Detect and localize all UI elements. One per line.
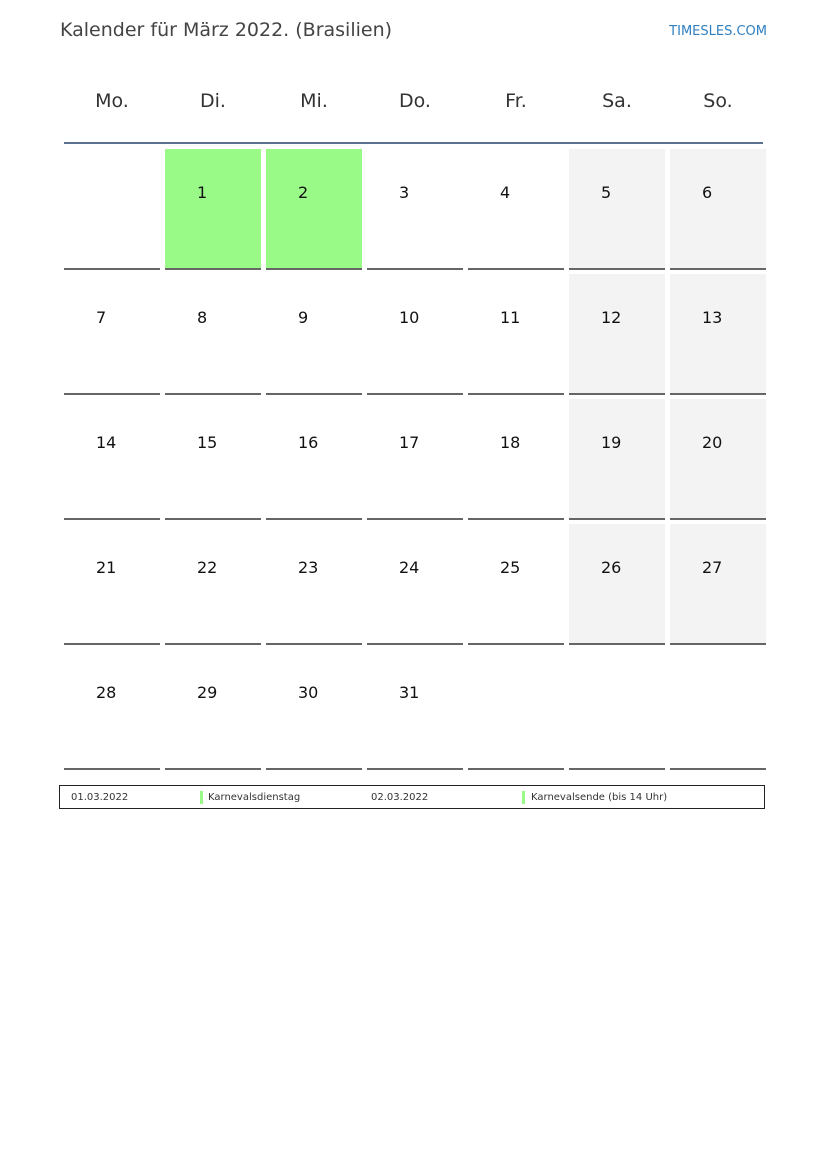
weekday-mo: Mo.	[95, 90, 129, 112]
day-number: 2	[298, 183, 309, 202]
day-cell	[569, 649, 665, 770]
day-cell	[367, 649, 463, 770]
day-cell-holiday	[266, 149, 362, 270]
day-cell	[266, 524, 362, 645]
day-number: 17	[399, 433, 420, 452]
day-number: 23	[298, 558, 319, 577]
day-cell	[266, 649, 362, 770]
day-number: 28	[96, 683, 117, 702]
day-number: 18	[500, 433, 521, 452]
day-cell-weekend	[670, 399, 766, 520]
day-number: 8	[197, 308, 208, 327]
day-cell-holiday	[165, 149, 261, 270]
weekday-fr: Fr.	[505, 90, 527, 112]
legend-holiday-name: Karnevalsende (bis 14 Uhr)	[531, 792, 668, 803]
day-cell-weekend	[670, 274, 766, 395]
day-cell	[468, 149, 564, 270]
day-cell	[468, 649, 564, 770]
day-cell	[165, 399, 261, 520]
day-number: 6	[702, 183, 713, 202]
day-cell	[367, 149, 463, 270]
day-number: 16	[298, 433, 319, 452]
day-number: 4	[500, 183, 511, 202]
day-cell	[266, 274, 362, 395]
day-number: 9	[298, 308, 309, 327]
day-cell	[367, 524, 463, 645]
day-number: 21	[96, 558, 117, 577]
weekday-so: So.	[703, 90, 733, 112]
day-cell	[165, 524, 261, 645]
day-number: 12	[601, 308, 622, 327]
day-number: 7	[96, 308, 107, 327]
weekday-di: Di.	[200, 90, 226, 112]
day-cell-weekend	[569, 149, 665, 270]
day-number: 31	[399, 683, 420, 702]
day-number: 24	[399, 558, 420, 577]
brand-link[interactable]: TIMESLES.COM	[669, 24, 767, 39]
holiday-color-marker	[522, 791, 525, 804]
page-title: Kalender für März 2022. (Brasilien)	[60, 19, 393, 41]
holiday-legend	[59, 785, 765, 809]
day-cell	[367, 399, 463, 520]
day-number: 1	[197, 183, 208, 202]
calendar-grid	[64, 149, 763, 770]
day-cell	[165, 274, 261, 395]
day-number: 20	[702, 433, 723, 452]
day-cell-weekend	[569, 274, 665, 395]
day-number: 3	[399, 183, 410, 202]
day-cell	[670, 649, 766, 770]
day-number: 10	[399, 308, 420, 327]
day-cell	[64, 399, 160, 520]
day-cell	[165, 649, 261, 770]
day-number: 25	[500, 558, 521, 577]
weekday-header	[64, 90, 764, 120]
day-cell-weekend	[569, 524, 665, 645]
day-cell	[468, 399, 564, 520]
day-cell-weekend	[670, 149, 766, 270]
weekday-mi: Mi.	[300, 90, 328, 112]
weekday-sa: Sa.	[602, 90, 632, 112]
legend-holiday-name: Karnevalsdienstag	[208, 792, 301, 803]
day-cell	[266, 399, 362, 520]
day-number: 15	[197, 433, 218, 452]
day-cell	[367, 274, 463, 395]
day-cell-weekend	[670, 524, 766, 645]
day-number: 27	[702, 558, 723, 577]
legend-date: 02.03.2022	[371, 792, 429, 803]
header-divider	[64, 142, 763, 144]
weekday-do: Do.	[399, 90, 431, 112]
day-cell	[64, 149, 160, 270]
day-cell	[468, 274, 564, 395]
day-number: 5	[601, 183, 612, 202]
day-number: 26	[601, 558, 622, 577]
day-cell	[64, 524, 160, 645]
holiday-color-marker	[200, 791, 203, 804]
legend-date: 01.03.2022	[71, 792, 129, 803]
day-number: 29	[197, 683, 218, 702]
day-number: 22	[197, 558, 218, 577]
day-number: 11	[500, 308, 521, 327]
day-number: 19	[601, 433, 622, 452]
day-cell	[64, 274, 160, 395]
day-cell	[468, 524, 564, 645]
day-number: 14	[96, 433, 117, 452]
day-cell-weekend	[569, 399, 665, 520]
day-cell	[64, 649, 160, 770]
day-number: 30	[298, 683, 319, 702]
day-number: 13	[702, 308, 723, 327]
